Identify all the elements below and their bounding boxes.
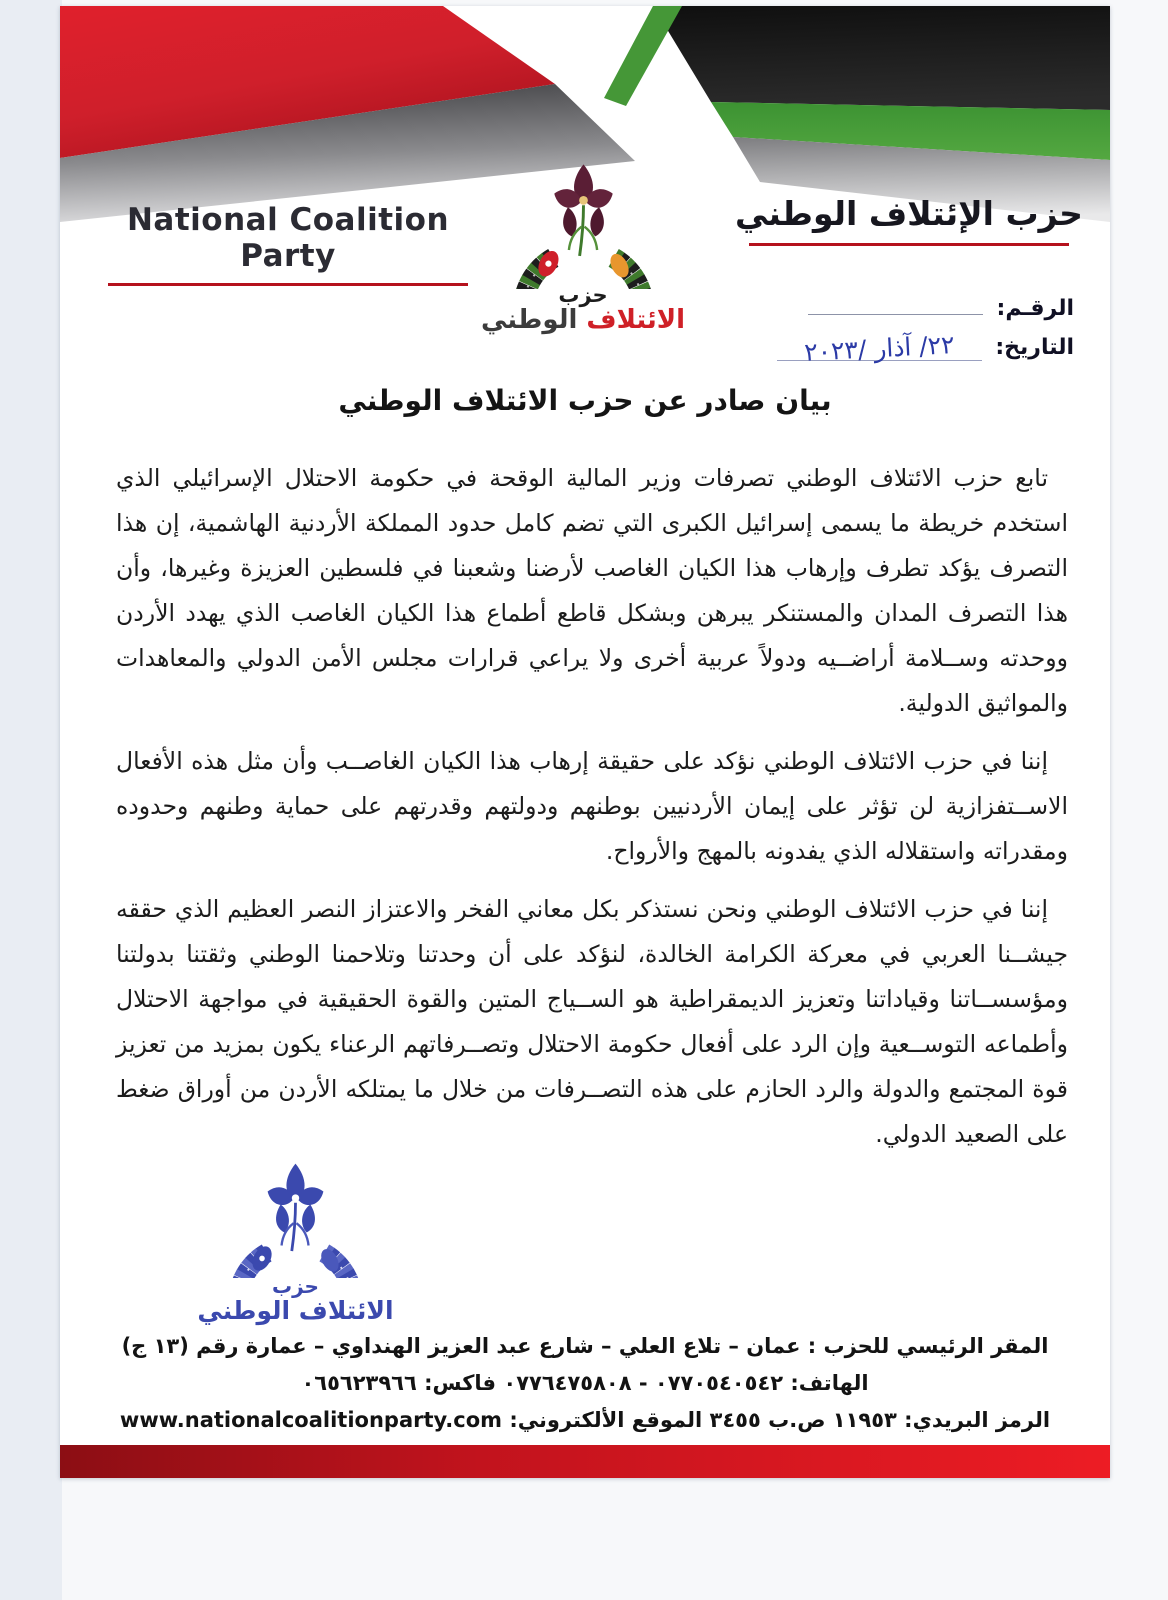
number-row [744,294,1074,321]
bottom-red-bar [60,1445,1110,1478]
party-stamp [178,1106,413,1325]
number-blank-line [808,294,983,315]
footer-postal-text: الرمز البريدي: ١١٩٥٣ ص.ب ٣٤٥٥ الموقع الألكتروني: [502,1408,1051,1432]
party-logo [458,104,708,335]
handwritten-date: ٢٢/ آذار /٢٠٢٣ [803,330,956,367]
stamp-caption-name: الائتلاف الوطني [197,1296,394,1325]
logo-caption-name [458,305,708,335]
logo-caption-party: حزب [558,283,608,307]
header-title-english-text: National Coalition Party [126,202,450,274]
letter-page [60,6,1110,1478]
footer-address: المقر الرئيسي للحزب : عمان – تلاع العلي – شارع عبد العزيز الهنداوي – عمارة رقم (١٣ ج) [121,1334,1049,1358]
date-row [744,330,1074,367]
red-underline [108,283,468,286]
footer-contact-block [90,1328,1080,1439]
date-line [777,330,982,367]
header-title-english [88,202,488,286]
reference-block [744,294,1074,371]
header-title-arabic-text: حزب الإئتلاف الوطني [735,194,1083,233]
header-title-arabic [734,194,1084,246]
iris-flower-icon [554,164,612,256]
logo-caption-coalition: الائتلاف [586,305,686,335]
number-label: الرقـم: [996,296,1074,321]
stamp-caption-party: حزب [272,1274,319,1298]
footer-phones: الهاتف: ٠٧٧٠٥٤٠٥٤٢ - ٠٧٧٦٤٧٥٨٠٨ فاكس: ٠٦٥٦٢٣٩٦٦ [301,1371,869,1395]
body-paragraph: تابع حزب الائتلاف الوطني تصرفات وزير المالية الوقحة في حكومة الاحتلال الإسرائيلي الذي استخدم خريطة ما يسمى إسرائيل الكبرى التي تضم كامل حدود المملكة الأردنية الهاشمية، إن هذا التصرف يؤكد تطرف وإرهاب هذا الكيان الغاصب لأرضنا وشعبنا في فلسطين العزيزة وغيرها، وأن هذا التصرف المدان والمستنكر يبرهن وبشكل قاطع أطماع هذا الكيان الغاصب الذي يهدد الأردن ووحدته وســلامة أراضــيه ودولاً عربية أخرى ولا يراعي قرارات مجلس الأمن الدولي والمعاهدات والمواثيق الدولية. [116,464,1068,717]
green-edge-ribbon [604,6,682,106]
statement-body [116,456,1068,1170]
body-paragraph: إننا في حزب الائتلاف الوطني نؤكد على حقيقة إرهاب هذا الكيان الغاصــب وأن مثل هذه الأفعال الاســتفزازية لن تؤثر على إيمان الأردنيين بوطنهم ودولتهم وقدرتهم على حماية وطنهم وحدوده ومقدراته واستقلاله الذي يفدونه بالمهج والأرواح. [116,747,1068,865]
footer-website-url: www.nationalcoalitionparty.com [119,1408,503,1432]
statement-title: بيان صادر عن حزب الائتلاف الوطني [338,384,832,417]
red-underline [749,243,1069,246]
footer-postal-web [90,1402,1080,1439]
logo-caption-national: الوطني [480,305,587,335]
blue-wreath-stamp-icon [193,1106,398,1278]
black-ribbon [653,6,1110,110]
date-label: التاريخ: [995,335,1074,360]
body-paragraph: إننا في حزب الائتلاف الوطني ونحن نستذكر بكل معاني الفخر والاعتزاز النصر العظيم الذي حققه جيشــنا العربي في معركة الكرامة الخالدة، لنؤكد على أن وحدتنا وتلاحمنا الوطني وثقتنا بدولتنا ومؤسســاتنا وقياداتنا وتعزيز الديمقراطية هو الســياج المتين والقوة الحقيقية في مواجهة الاحتلال وأطماعه التوســعية وإن الرد على أفعال حكومة الاحتلال وتصــرفاتهم الرعناء يكون بمزيد من تعزيز قوة المجتمع والدولة والرد الحازم على هذه التصــرفات من خلال ما يمتلكه الأردن من أوراق ضغط على الصعيد الدولي. [116,895,1068,1148]
wheat-wreath-icon [476,104,691,289]
